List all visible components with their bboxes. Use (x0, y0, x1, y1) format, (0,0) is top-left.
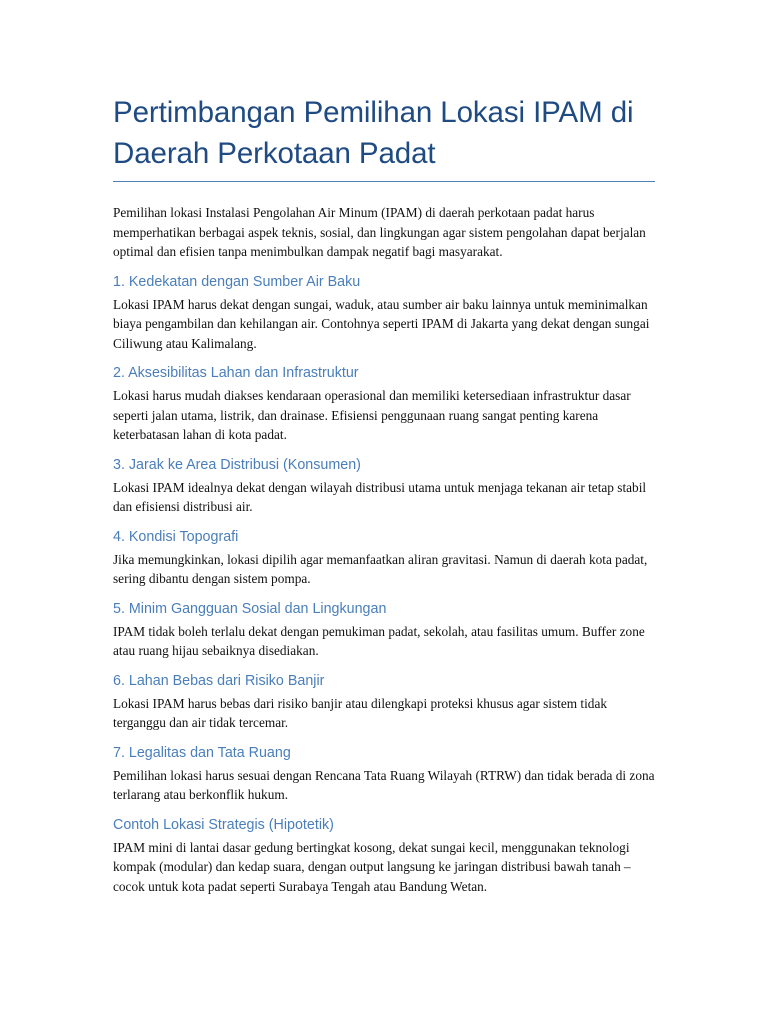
section-heading: 2. Aksesibilitas Lahan dan Infrastruktur (113, 365, 359, 381)
section-heading: 7. Legalitas dan Tata Ruang (113, 744, 291, 761)
title-underline (113, 181, 655, 182)
section-risiko-banjir (113, 672, 658, 733)
section-body: Lokasi IPAM idealnya dekat dengan wilayah distribusi utama untuk menjaga tekanan air tetap stabil dan efisiensi distribusi air. (113, 479, 647, 514)
document-title: Pertimbangan Pemilihan Lokasi IPAM di Daerah Perkotaan Padat (113, 96, 634, 170)
section-topografi (113, 528, 658, 589)
section-heading: 4. Kondisi Topografi (113, 528, 239, 545)
section-body: Lokasi IPAM harus bebas dari risiko banjir atau dilengkapi proteksi khusus agar sistem tidak terganggu dan air tidak tercemar. (113, 695, 607, 730)
section-body: IPAM mini di lantai dasar gedung bertingkat kosong, dekat sungai kecil, menggunakan teknologi kompak (modular) dan kedap suara, dengan output langsung ke jaringan distribusi bawah tanah – cocok untuk kota padat seperti Surabaya Tengah atau Bandung Wetan. (113, 839, 631, 894)
section-legalitas (113, 744, 658, 805)
section-body: Jika memungkinkan, lokasi dipilih agar memanfaatkan aliran gravitasi. Namun di daerah kota padat, sering dibantu dengan sistem pompa. (113, 551, 648, 586)
section-aksesibilitas (113, 364, 658, 445)
intro-paragraph: Pemilihan lokasi Instalasi Pengolahan Air Minum (IPAM) di daerah perkotaan padat harus memperhatikan berbagai aspek teknis, sosial, dan lingkungan agar sistem pengolahan dapat berjalan optimal dan efisien tanpa menimbulkan dampak negatif bagi masyarakat. (113, 205, 646, 259)
document-page (113, 92, 658, 907)
section-body: Lokasi IPAM harus dekat dengan sungai, waduk, atau sumber air baku lainnya untuk meminimalkan biaya pengambilan dan kehilangan air. Contohnya seperti IPAM di Jakarta yang dekat dengan sungai Ciliwung atau Kalimalang. (113, 296, 650, 351)
section-heading: Contoh Lokasi Strategis (Hipotetik) (113, 816, 334, 833)
section-heading: 6. Lahan Bebas dari Risiko Banjir (113, 672, 325, 689)
section-heading: 1. Kedekatan dengan Sumber Air Baku (113, 273, 361, 290)
section-body: Pemilihan lokasi harus sesuai dengan Rencana Tata Ruang Wilayah (RTRW) dan tidak berada di zona terlarang atau berkonflik hukum. (113, 767, 655, 802)
section-heading: 5. Minim Gangguan Sosial dan Lingkungan (113, 600, 387, 617)
section-heading: 3. Jarak ke Area Distribusi (Konsumen) (113, 456, 361, 473)
section-body: IPAM tidak boleh terlalu dekat dengan pemukiman padat, sekolah, atau fasilitas umum. Buffer zone atau ruang hijau sebaiknya disediakan. (113, 623, 645, 658)
section-sumber-air-baku (113, 273, 658, 354)
section-body: Lokasi harus mudah diakses kendaraan operasional dan memiliki ketersediaan infrastruktur dasar seperti jalan utama, listrik, dan drainase. Efisiensi penggunaan ruang sangat penting karena keterbatasan lahan di kota padat. (113, 388, 631, 442)
section-gangguan-sosial (113, 600, 658, 661)
section-jarak-distribusi (113, 456, 658, 517)
section-contoh-lokasi (113, 816, 658, 897)
